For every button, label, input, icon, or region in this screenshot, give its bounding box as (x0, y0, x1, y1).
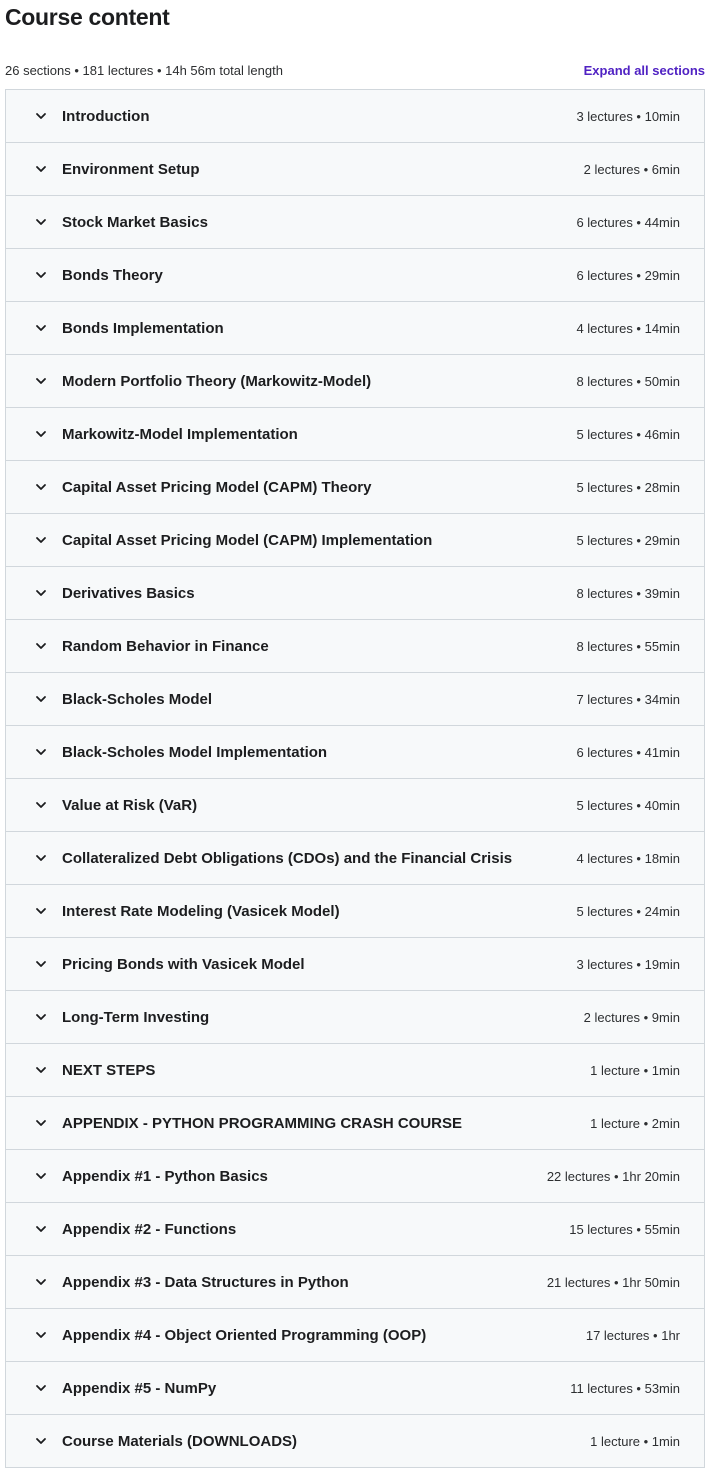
section-row[interactable] (6, 1150, 704, 1203)
section-row[interactable] (6, 1044, 704, 1097)
section-row[interactable] (6, 461, 704, 514)
chevron-down-icon (34, 533, 48, 547)
section-lecture-count: 4 lectures • 18min (576, 850, 680, 866)
section-title: Course Materials (DOWNLOADS) (62, 1432, 298, 1450)
section-row[interactable] (6, 779, 704, 832)
section-title: Appendix #3 - Data Structures in Python (62, 1273, 349, 1291)
chevron-down-icon (34, 745, 48, 759)
chevron-down-icon (34, 1010, 48, 1024)
section-lecture-count: 8 lectures • 39min (576, 585, 680, 601)
section-row[interactable] (6, 938, 704, 991)
section-title: Capital Asset Pricing Model (CAPM) Theory (62, 478, 372, 496)
section-lecture-count: 21 lectures • 1hr 50min (546, 1274, 680, 1290)
section-lecture-count: 5 lectures • 28min (576, 479, 680, 495)
chevron-down-icon (34, 1116, 48, 1130)
section-lecture-count: 8 lectures • 55min (576, 638, 680, 654)
section-row[interactable] (6, 1362, 704, 1415)
chevron-down-icon (34, 1434, 48, 1448)
section-title: NEXT STEPS (62, 1061, 156, 1079)
section-title: Long-Term Investing (62, 1008, 210, 1026)
chevron-down-icon (34, 1169, 48, 1183)
chevron-down-icon (34, 1328, 48, 1342)
section-lecture-count: 11 lectures • 53min (570, 1380, 680, 1396)
section-lecture-count: 4 lectures • 14min (576, 320, 680, 336)
section-title: Derivatives Basics (62, 584, 195, 602)
section-row[interactable] (6, 514, 704, 567)
section-title: Appendix #5 - NumPy (62, 1379, 217, 1397)
chevron-down-icon (34, 639, 48, 653)
section-row[interactable] (6, 991, 704, 1044)
section-lecture-count: 2 lectures • 9min (583, 1009, 680, 1025)
section-row[interactable] (6, 1097, 704, 1150)
section-lecture-count: 2 lectures • 6min (583, 161, 680, 177)
chevron-down-icon (34, 268, 48, 282)
chevron-down-icon (34, 321, 48, 335)
section-row[interactable] (6, 1256, 704, 1309)
section-lecture-count: 17 lectures • 1hr (585, 1327, 680, 1343)
section-title: Collateralized Debt Obligations (CDOs) and the Financial Crisis (62, 849, 513, 867)
section-title: Markowitz-Model Implementation (62, 425, 298, 443)
section-row[interactable] (6, 355, 704, 408)
course-summary: 26 sections • 181 lectures • 14h 56m total length (5, 62, 283, 78)
section-title: Appendix #2 - Functions (62, 1220, 237, 1238)
section-lecture-count: 3 lectures • 19min (576, 956, 680, 972)
section-title: Black-Scholes Model (62, 690, 213, 708)
section-title: Bonds Implementation (62, 319, 224, 337)
section-lecture-count: 5 lectures • 46min (576, 426, 680, 442)
section-lecture-count: 5 lectures • 29min (576, 532, 680, 548)
section-lecture-count: 7 lectures • 34min (576, 691, 680, 707)
section-lecture-count: 1 lecture • 1min (590, 1062, 680, 1078)
section-title: Value at Risk (VaR) (62, 796, 198, 814)
section-title: Modern Portfolio Theory (Markowitz-Model) (62, 372, 372, 390)
section-lecture-count: 5 lectures • 40min (576, 797, 680, 813)
section-row[interactable] (6, 1309, 704, 1362)
chevron-down-icon (34, 1222, 48, 1236)
section-row[interactable] (6, 90, 704, 143)
section-row[interactable] (6, 832, 704, 885)
section-row[interactable] (6, 1203, 704, 1256)
chevron-down-icon (34, 957, 48, 971)
section-lecture-count: 3 lectures • 10min (576, 108, 680, 124)
section-lecture-count: 6 lectures • 41min (576, 744, 680, 760)
page-title: Course content (5, 4, 170, 30)
section-row[interactable] (6, 249, 704, 302)
section-title: Interest Rate Modeling (Vasicek Model) (62, 902, 340, 920)
chevron-down-icon (34, 480, 48, 494)
chevron-down-icon (34, 851, 48, 865)
chevron-down-icon (34, 427, 48, 441)
section-lecture-count: 5 lectures • 24min (576, 903, 680, 919)
section-title: Environment Setup (62, 160, 200, 178)
section-title: APPENDIX - PYTHON PROGRAMMING CRASH COURSE (62, 1114, 463, 1132)
section-row[interactable] (6, 196, 704, 249)
chevron-down-icon (34, 798, 48, 812)
section-row[interactable] (6, 726, 704, 779)
section-title: Bonds Theory (62, 266, 163, 284)
section-title: Random Behavior in Finance (62, 637, 269, 655)
chevron-down-icon (34, 1063, 48, 1077)
section-row[interactable] (6, 302, 704, 355)
chevron-down-icon (34, 374, 48, 388)
section-lecture-count: 22 lectures • 1hr 20min (546, 1168, 680, 1184)
section-lecture-count: 1 lecture • 1min (590, 1433, 680, 1449)
expand-all-button[interactable]: Expand all sections (583, 62, 705, 78)
chevron-down-icon (34, 162, 48, 176)
section-lecture-count: 6 lectures • 44min (576, 214, 680, 230)
chevron-down-icon (34, 692, 48, 706)
content-summary-row (5, 61, 705, 79)
chevron-down-icon (34, 109, 48, 123)
section-lecture-count: 6 lectures • 29min (576, 267, 680, 283)
chevron-down-icon (34, 1275, 48, 1289)
section-lecture-count: 15 lectures • 55min (569, 1221, 680, 1237)
section-title: Introduction (62, 107, 150, 125)
chevron-down-icon (34, 586, 48, 600)
section-title: Appendix #1 - Python Basics (62, 1167, 268, 1185)
section-row[interactable] (6, 673, 704, 726)
section-row[interactable] (6, 143, 704, 196)
section-row[interactable] (6, 408, 704, 461)
section-list (5, 89, 705, 1468)
section-title: Pricing Bonds with Vasicek Model (62, 955, 305, 973)
chevron-down-icon (34, 904, 48, 918)
section-lecture-count: 8 lectures • 50min (576, 373, 680, 389)
section-title: Stock Market Basics (62, 213, 208, 231)
section-row[interactable] (6, 885, 704, 938)
section-lecture-count: 1 lecture • 2min (590, 1115, 680, 1131)
section-row[interactable] (6, 567, 704, 620)
section-title: Capital Asset Pricing Model (CAPM) Implementation (62, 531, 433, 549)
section-title: Appendix #4 - Object Oriented Programming (OOP) (62, 1326, 427, 1344)
section-title: Black-Scholes Model Implementation (62, 743, 328, 761)
section-row[interactable] (6, 1415, 704, 1467)
chevron-down-icon (34, 1381, 48, 1395)
section-row[interactable] (6, 620, 704, 673)
chevron-down-icon (34, 215, 48, 229)
